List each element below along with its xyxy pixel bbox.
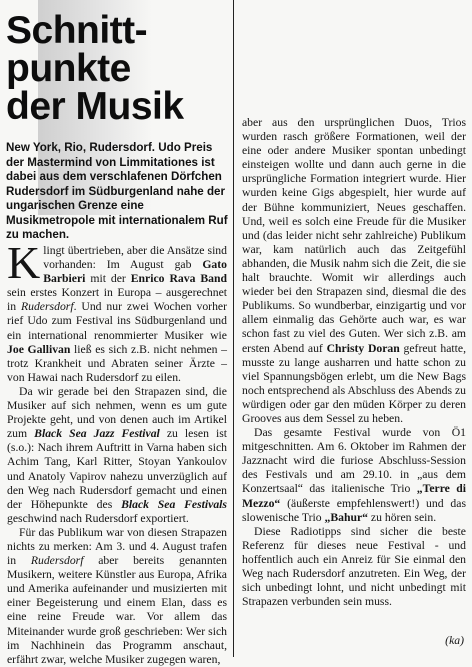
right-column xyxy=(242,116,466,609)
left-column xyxy=(7,237,228,667)
text-run: zu lesen ist (s.o.): Nach ihrem Auftritt in Varna haben sich Achim Tang, Karl Ritter, Stoyan Yankoulov und Anatoly Vapirov nahezu unverzüglich auf den Weg nach Rudersdorf gemacht und einen der Höhepunkte des xyxy=(7,427,227,511)
emphasis-text: Gato Barbieri xyxy=(43,258,227,286)
emphasis-text: Rudersdorf xyxy=(20,300,74,314)
text-run: geschwind nach Rudersdorf exportiert. xyxy=(7,511,189,525)
author-signature: (ka) xyxy=(445,634,464,647)
text-run: aber aus den ursprünglichen Duos, Trios wurden rasch größere Formationen, weil der eine oder andere Musiker spontan unbedingt einsteigen wollte und dann auch gerne in die ursprüngliche Formation integriert wurde. Hier wurden keine Gigs abgespielt, hier wurde auf der Bühne kommuniziert, Neues geschaffen. Und, weil es solch eine Freude für die Musiker und (das leider nicht sehr zahlreiche) Publikum war, kam natürlich auch das Zeitgefühl abhanden, die Musik nahm sich die Zeit, die sie halt brauchte. Womit wir allerdings auch wieder bei den Strapazen sind, diesmal die des Publikums. So wundberbar, einzigartig und vor allem einmalig das Gehörte auch war, es war schon fast zu viel des Guten. Wer sich z.B. am ersten Abend auf xyxy=(242,116,466,355)
text-run: Für das Publikum war von diesen Strapazen nichts zu merken: Am 3. und 4. August trafen in xyxy=(7,525,227,568)
text-run: Da wir gerade bei den Strapazen sind, die Musiker auf sich nehmen, wenn es um gute Projekte geht, und von denen auch im Artikel zum xyxy=(7,384,227,441)
text-run: (äußerste empfehlenswert!) und das slowenische Trio xyxy=(242,496,466,524)
emphasis-text: „Bahur“ xyxy=(324,510,368,524)
emphasis-text: Black Sea Festivals xyxy=(121,497,227,511)
article-lead: New York, Rio, Rudersdorf. Udo Preis der Mastermind von Limmitationes ist dabei aus dem verschlafenen Dörfchen Rudersdorf im Südburgenland nahe der ungarischen Grenze eine Musikmetropole mit internationalem Ruf zu machen. xyxy=(6,141,228,241)
emphasis-text xyxy=(34,427,160,440)
text-run: lingt übertrieben, aber die Ansätze sind vorhanden: Im August gab xyxy=(43,244,227,272)
text-run: gefreut hatte, musste zu lange ausharren und hatte schon zu viel Spannungsbögen erlebt, um die New Bags noch entsprechend als Abschluss des Abends zu würdigen oder gar den müden Körper zu deren Grooves aus dem Sessel zu heben. xyxy=(242,341,466,425)
emphasis-text xyxy=(121,498,227,511)
paragraph xyxy=(7,385,227,526)
text-run: Das gesamte Festival wurde von Ö1 mitgeschnitten. Am 6. Oktober im Rahmen der Jazznacht wird die furiose Abschluss-Session des Festivals und am 29.10. in „aus dem Konzertsaal“ das italienische Trio xyxy=(242,426,466,496)
text-run: mit der xyxy=(85,272,131,286)
article-title: Schnitt- punkte der Musik xyxy=(6,9,184,128)
drop-cap: K xyxy=(7,237,41,288)
text-run: sein erstes Konzert in Europa – ausgerechnet in xyxy=(7,286,227,314)
emphasis-text: Joe Gallivan xyxy=(7,342,71,356)
paragraph xyxy=(242,525,466,610)
text-run: Diese Radiotipps sind sicher die beste Referenz für dieses neue Festival - und hoffentlich auch ein Anreiz für Sie einmal den Weg nach Rudersdorf anzutreten. Ein Weg, der sich unbedingt lohnt, und nicht unbedingt mit Strapazen verbunden sein muss. xyxy=(242,524,466,609)
emphasis-text: „Terre di Mezzo“ xyxy=(242,482,466,510)
paragraph xyxy=(242,426,466,525)
emphasis-text: Black Sea Jazz Festival xyxy=(34,427,160,441)
paragraph xyxy=(242,116,466,426)
text-run: aber bereits genannten Musikern, weitere Künstler aus Europa, Afrika und Amerika aufeinander und musizierten mit einer Begeisterung und einem Elan, dass es eine reine Freude war. Vor allem das Miteinander wurde groß geschrieben: Wer sich im Nachhinein das Programm anschaut, erfährt zwar, welche Musiker zugegen waren, xyxy=(7,554,228,666)
emphasis-text: Enrico Rava Band xyxy=(130,272,227,286)
emphasis-text: Christy Doran xyxy=(326,341,400,355)
paragraph xyxy=(7,526,227,667)
paragraph xyxy=(7,237,228,385)
column-divider xyxy=(233,0,234,657)
emphasis-text: Rudersdorf xyxy=(30,554,84,568)
text-run: . Und nur zwei Wochen vorher rief Udo zum Festival ins Südburgenland und ein international renommierter Musiker wie xyxy=(7,300,228,342)
text-run: zu hören sein. xyxy=(367,510,437,524)
text-run: ließ es sich z.B. nicht nehmen – trotz Krankheit und Abraten seiner Ärzte – von Hawai nach Rudersdorf zu eilen. xyxy=(7,342,227,384)
